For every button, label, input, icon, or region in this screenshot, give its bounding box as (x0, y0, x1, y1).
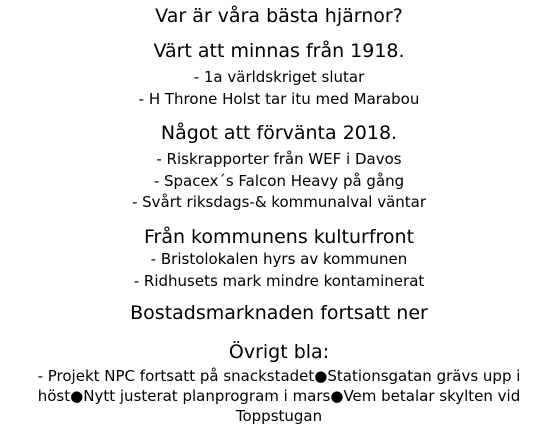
ovrigt-paragraph (0, 366, 558, 426)
list-item: - Ridhusets mark mindre kontaminerat (133, 272, 425, 290)
section-heading-ovrigt: Övrigt bla: (228, 341, 330, 363)
section-heading-1918: Värt att minnas från 1918. (153, 40, 405, 62)
list-item: - Bristolokalen hyrs av kommunen (150, 250, 408, 268)
paragraph-line: höst●Nytt justerat planprogram i mars●Vem betalar skylten vid (37, 387, 521, 405)
list-item: - Riskrapporter från WEF i Davos (156, 150, 402, 168)
paragraph-line: Toppstugan (235, 407, 323, 425)
section-heading-bostad: Bostadsmarknaden fortsatt ner (130, 302, 428, 324)
list-item: - Spacex´s Falcon Heavy på gång (153, 172, 405, 190)
section-heading-2018: Något att förvänta 2018. (160, 122, 398, 144)
list-item: - 1a världskriget slutar (193, 68, 365, 86)
list-item: - H Throne Holst tar itu med Marabou (138, 90, 420, 108)
page-title: Var är våra bästa hjärnor? (155, 5, 403, 27)
section-heading-kulturfront: Från kommunens kulturfront (143, 226, 415, 248)
paragraph-line: - Projekt NPC fortsatt på snackstadet●Stationsgatan grävs upp i (37, 367, 521, 385)
list-item: - Svårt riksdags-& kommunalval väntar (131, 193, 427, 211)
